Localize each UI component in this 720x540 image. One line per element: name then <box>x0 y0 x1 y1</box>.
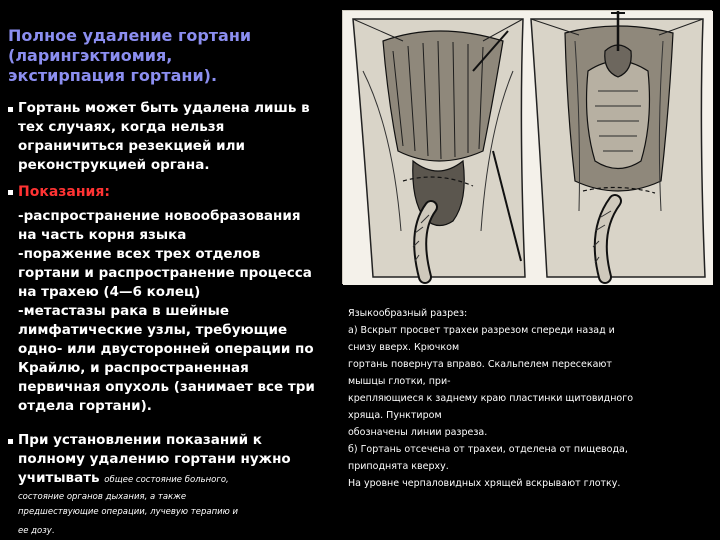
conclusion-line: При установлении показаний к <box>18 432 262 448</box>
laryngectomy-drawing <box>343 11 713 285</box>
indication-line: гортани и распространение процесса <box>18 265 312 281</box>
indications-label: Показания <box>18 184 105 200</box>
panel-b <box>531 11 705 277</box>
intro-paragraph <box>18 99 328 175</box>
conclusion-line-last <box>18 469 328 488</box>
conclusion-line: полному удалению гортани нужно <box>18 451 291 467</box>
caption-line: Языкообразный разрез: <box>348 308 468 319</box>
indication-line: первичная опухоль (занимает все три <box>18 379 315 395</box>
intro-line: тех случаях, когда нельзя <box>18 119 225 135</box>
intro-line: Гортань может быть удалена лишь в <box>18 100 310 116</box>
intro-line: реконструкцией органа. <box>18 157 210 173</box>
note-end: . <box>51 526 55 536</box>
indication-line: лимфатические узлы, требующие <box>18 322 288 338</box>
indications-colon: : <box>104 184 110 200</box>
indication-line: -метастазы рака в шейные <box>18 303 230 319</box>
caption-line: На уровне черпаловидных хрящей вскрывают глотку. <box>348 478 621 489</box>
indication-line: одно- или двусторонней операции по <box>18 341 314 357</box>
conclusion-paragraph <box>18 431 328 539</box>
title-line: (ларингэктиомия, <box>8 46 173 65</box>
note-last-line <box>18 520 328 539</box>
note-line: общее состояние больного, <box>104 475 229 485</box>
figure-caption <box>348 305 714 492</box>
title-line: Полное удаление гортани <box>8 26 252 45</box>
indication-line: -распространение новообразования <box>18 208 301 224</box>
conclusion-word: учитывать <box>18 470 100 486</box>
caption-line: крепляющиеся к заднему краю пластинки щитовидного <box>348 393 634 404</box>
bullet-marker <box>8 439 13 444</box>
caption-line: обозначены линии разреза. <box>348 427 488 438</box>
note-line: предшествующие операции, лучевую терапию и <box>18 507 239 517</box>
title-line: экстирпация гортани). <box>8 66 218 85</box>
panel-a <box>353 19 525 277</box>
slide-title <box>8 26 298 86</box>
indication-line: на часть корня языка <box>18 227 187 243</box>
bullet-marker <box>8 190 13 195</box>
bullet-marker <box>8 107 13 112</box>
note-line: ее дозу <box>18 526 52 536</box>
caption-line: мышцы глотки, при- <box>348 376 451 387</box>
intro-line: ограничиться резекцией или <box>18 138 245 154</box>
indication-line: -поражение всех трех отделов <box>18 246 261 262</box>
caption-line: а) Вскрыт просвет трахеи разрезом спереди назад и <box>348 325 615 336</box>
caption-line: хряща. Пунктиром <box>348 410 442 421</box>
indication-line: Крайлю, и распространенная <box>18 360 249 376</box>
surgery-illustration <box>342 10 712 284</box>
indication-line: на трахею (4—6 колец) <box>18 284 201 300</box>
indication-line: отдела гортани). <box>18 398 152 414</box>
caption-line: б) Гортань отсечена от трахеи, отделена от пищевода, <box>348 444 628 455</box>
indications-heading <box>18 183 110 202</box>
indications-list <box>18 207 328 416</box>
caption-line: гортань повернута вправо. Скальпелем пересекают <box>348 359 612 370</box>
caption-line: приподнята кверху. <box>348 461 449 472</box>
note-line: состояние органов дыхания, а также <box>18 492 187 502</box>
caption-line: снизу вверх. Крючком <box>348 342 460 353</box>
